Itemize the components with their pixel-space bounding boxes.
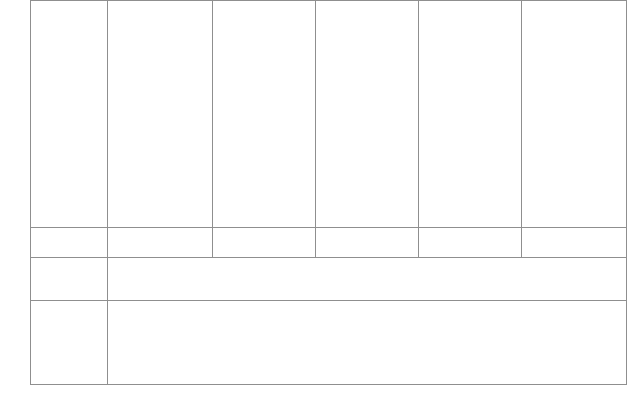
row-label <box>31 258 108 301</box>
empty-cell <box>419 1 522 228</box>
checkpoint-cell <box>213 228 316 258</box>
learning-checkpoints-row <box>31 228 627 258</box>
activity-cell <box>316 1 419 228</box>
independent-activities-row <box>31 258 627 301</box>
activities-cell <box>108 258 627 301</box>
row-label <box>31 228 108 258</box>
checkpoint-cell <box>522 228 627 258</box>
checkpoint-cell <box>316 228 419 258</box>
empty-cell <box>522 1 627 228</box>
continuation-row <box>31 1 627 228</box>
row-label <box>31 301 108 385</box>
empty-cell <box>213 1 316 228</box>
checkpoint-cell <box>108 228 213 258</box>
competencies-row <box>31 301 627 385</box>
checkpoint-cell <box>419 228 522 258</box>
empty-cell <box>108 1 213 228</box>
competencies-cell <box>108 301 627 385</box>
curriculum-table <box>30 0 627 385</box>
empty-label-cell <box>31 1 108 228</box>
